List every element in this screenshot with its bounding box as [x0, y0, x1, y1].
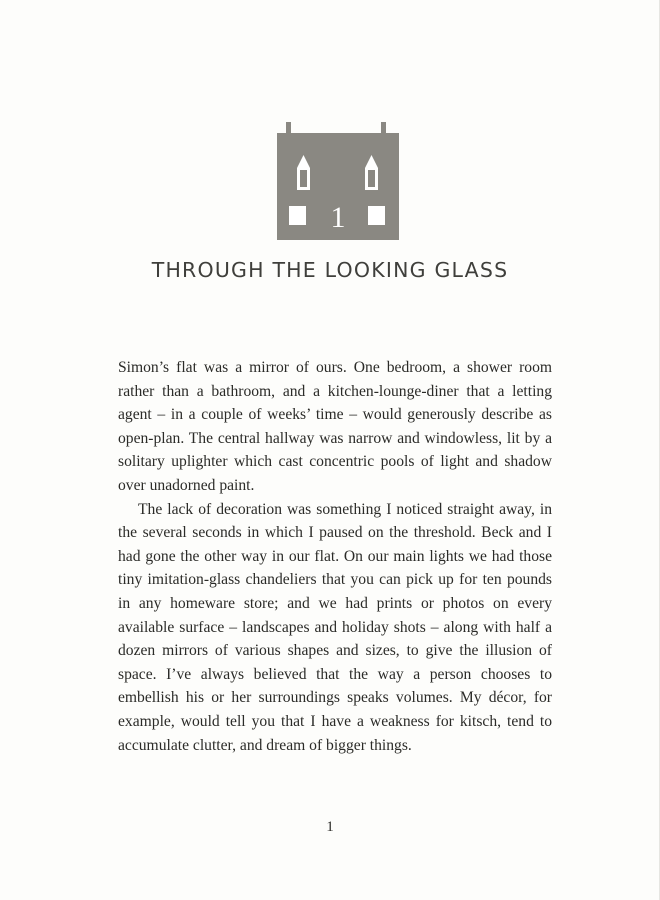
house-window-upper-left-inner: [300, 170, 307, 187]
house-window-lower-right: [368, 206, 385, 225]
paragraph-1: Simon’s flat was a mirror of ours. One bedroom, a shower room rather than a bathroom, and a kitchen-lounge-diner that a letting agent – in a couple of weeks’ time – would generously describe as open-plan. The central hallway was narrow and windowless, lit by a solitary uplighter which cast concentric pools of light and shadow over unadorned paint.: [118, 359, 552, 494]
chapter-body: [118, 356, 552, 757]
chapter-number: 1: [330, 201, 346, 234]
paragraph-2: The lack of decoration was something I noticed straight away, in the several seconds in which I paused on the threshold. Beck and I had gone the other way in our flat. On our main lights we had those tiny imitation-glass chandeliers that you can pick up for ten pounds in any homeware store; and we had prints or photos on every available surface – landscapes and holiday shots – along with half a dozen mirrors of various shapes and sizes, to give the illusion of space. I’ve always believed that the way a person chooses to embellish his or her surroundings speaks volumes. My décor, for example, would tell you that I have a weakness for kitsch, tend to accumulate clutter, and dream of bigger things.: [118, 500, 552, 754]
house-chimney-left: [286, 122, 291, 134]
house-window-upper-right-inner: [368, 170, 375, 187]
house-icon: [277, 120, 399, 240]
chapter-title: THROUGH THE LOOKING GLASS: [151, 258, 509, 282]
chapter-emblem: [277, 120, 399, 240]
page-number: 1: [326, 819, 334, 835]
house-window-lower-left: [289, 206, 306, 225]
house-chimney-right: [381, 122, 386, 134]
